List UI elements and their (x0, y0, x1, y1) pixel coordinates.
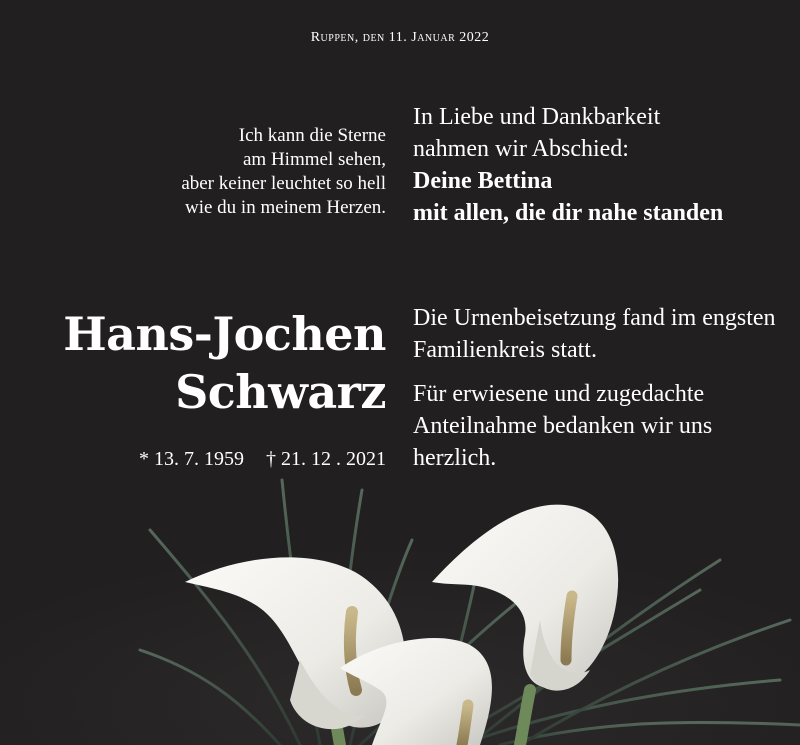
birth-date: * 13. 7. 1959 (139, 448, 244, 470)
poem-line: aber keiner leuchtet so hell (181, 173, 386, 194)
signer-line: mit allen, die dir nahe standen (413, 200, 724, 226)
notice-paragraph: Die Urnenbeisetzung fand im engsten Familienkreis statt. (413, 305, 776, 363)
deceased-first-name: Hans-Jochen (63, 307, 386, 361)
poem-line: Ich kann die Sterne (238, 125, 386, 146)
dateline: Ruppen, den 11. Januar 2022 (310, 30, 490, 45)
burial-notice (413, 302, 798, 486)
deceased-name (6, 305, 386, 421)
signer-line: Deine Bettina (413, 168, 553, 194)
death-date: † 21. 12 . 2021 (266, 448, 386, 470)
deceased-last-name: Schwarz (175, 365, 386, 419)
farewell-intro-line: In Liebe und Dankbarkeit (413, 104, 661, 130)
memorial-poem (26, 124, 386, 220)
life-dates (6, 446, 386, 472)
farewell-intro-line: nahmen wir Abschied: (413, 136, 629, 162)
farewell-message (413, 101, 793, 229)
poem-line: wie du in meinem Herzen. (184, 197, 386, 218)
poem-line: am Himmel sehen, (243, 149, 386, 170)
notice-paragraph: Für erwiesene und zugedachte Anteilnahme bedanken wir uns herzlich. (413, 381, 713, 471)
